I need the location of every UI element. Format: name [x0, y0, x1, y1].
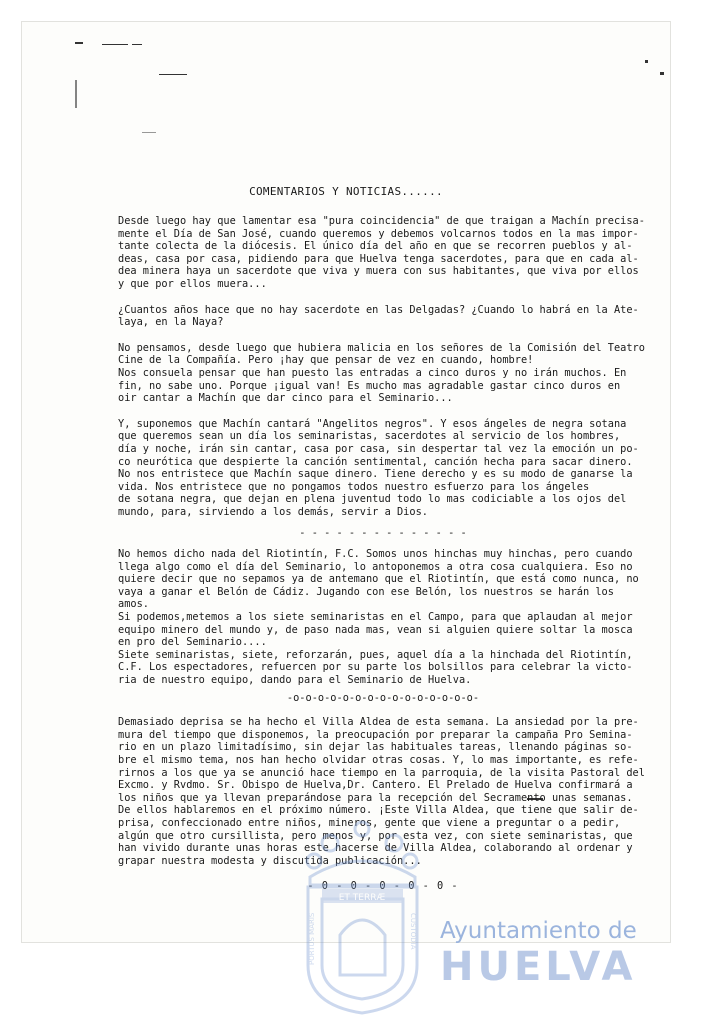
ink-speck: [142, 132, 156, 133]
paragraph-villa-aldea: Demasiado deprisa se ha hecho el Villa Aldea de esta semana. La ansiedad por la pre- mura del tiempo que disponemos, la preocupación por preparar la campaña Pro Semina- rio en un plazo limitadísimo, sin dejar las habituales tareas, llenando páginas so- bre el mismo tema, nos han hecho olvidar otras cosas. Y, lo mas importante, es refe- rirnos a los que ya se anunció hace tiempo en la parroquia, de la visita Pastoral del Excmo. y Rvdmo. Sr. Obispo de Huelva,Dr. Cantero. El Prelado de Huelva confirmará a los niños que ya llevan preparándose para la recepción del Secramento unas semanas. De ellos hablaremos en el próximo número. ¡Este Villa Aldea, que tiene que salir de- prisa, confeccionado entre niños, mineros, gente que viene a preguntar o a pedir, algún que otro cursillista, pero menos y, por esta vez, con siete seminaristas, que han vivido durante unas horas este hacerse de Villa Aldea, colaborando al ordenar y grapar nuestra modesta y discutida publicación...: [118, 716, 645, 867]
page-title: COMENTARIOS Y NOTICIAS......: [249, 185, 443, 198]
document-page: [22, 22, 670, 942]
paragraph-riotintin: No hemos dicho nada del Riotintín, F.C. Somos unos hinchas muy hinchas, pero cuando llega algo como el día del Seminario, lo antoponemos a otra cosa cualquiera. Eso no quiere decir que no sepamos ya de antemano que el Riotintín, que está como nunca, no vaya a ganar el Belón de Cádiz. Jugando con ese Belón, los nuestros se harán los amos. Si podemos,metemos a los siete seminaristas en el Campo, para que aplaudan al mejor equipo minero del mundo y, de paso nada mas, vean si alguien quiere soltar la mosca en pro del Seminario.... Siete seminaristas, siete, reforzarán, pues, aquel día a la hinchada del Riotintín, C.F. Los espectadores, refuercen por su parte los bolsillos para celebrar la victo- ria de nuestro equipo, dando para el Seminario de Huelva.: [118, 548, 639, 686]
ink-speck: [132, 44, 142, 45]
crest-right-text: CUSTODIA: [409, 913, 417, 950]
paragraph-angelitos-negros: Y, suponemos que Machín cantará "Angelitos negros". Y esos ángeles de negra sotana que queremos sean un día los seminaristas, sacerdotes al servicio de los hombres, día y noche, irán sin cantar, casa por casa, sin despertar tal vez la emoción un po- co neurótica que despierte la canción sentimental, canción hecha para sacar dinero. No nos entristece que Machín saque dinero. Tiene derecho y es su modo de ganarse la vida. Nos entristece que no pongamos todos nuestro esfuerzo para los ángeles de sotana negra, que dejan en plena juventud todo lo mas codiciable a los ojos del mundo, para, sirviendo a los demás, servir a Dios.: [118, 417, 639, 518]
paragraph-machin-coincidence: Desde luego hay que lamentar esa "pura coincidencia" de que traigan a Machín precisa- mente el Día de San José, cuando queremos y debemos volcarnos todos en la mas impor- tante colecta de la diócesis. El único día del año en que se recorren pueblos y al- deas, casa por casa, pidiendo para que Huelva tenga sacerdotes, para que en cada al- dea minera haya un sacerdote que viva y muera con sus habitantes, que viva por ellos y que por ellos muera...: [118, 215, 645, 290]
watermark-line-1: Ayuntamiento de: [440, 918, 637, 944]
crest-top-text: ET TERRÆ: [338, 893, 386, 903]
end-mark: - 0 - 0 - 0 - 0 - 0 -: [307, 880, 459, 893]
ink-speck: [645, 60, 648, 63]
paragraph-comision-teatro: No pensamos, desde luego que hubiera malicia en los señores de la Comisión del Teatro Cine de la Compañía. Pero ¡hay que pensar de vez en cuando, hombre! Nos consuela pensar que han puesto las entradas a cinco duros y no irán muchos. En fin, no sabe uno. Porque ¡igual van! Es mucho mas agradable gastar cinco duros en oir cantar a Machín que dar cinco para el Seminario...: [118, 341, 645, 405]
coat-of-arms-watermark: [300, 815, 425, 1015]
crest-left-text: PORTUS MARIS: [308, 912, 316, 965]
section-separator: - - - - - - - - - - - - - -: [299, 527, 467, 540]
section-separator: -o-o-o-o-o-o-o-o-o-o-o-o-o-o-o-: [286, 691, 480, 704]
watermark-ayuntamiento: [440, 918, 637, 990]
paragraph-sacerdote-question: ¿Cuantos años hace que no hay sacerdote en las Delgadas? ¿Cuando lo habrá en la Ate- laya, en la Naya?: [118, 303, 639, 329]
ink-speck: [660, 72, 664, 75]
document-body: [118, 215, 648, 893]
ink-speck: [159, 74, 187, 75]
ink-speck: [75, 42, 83, 44]
ink-speck: [102, 44, 128, 45]
watermark-line-2: HUELVA: [440, 944, 637, 990]
ink-speck: [75, 80, 77, 108]
